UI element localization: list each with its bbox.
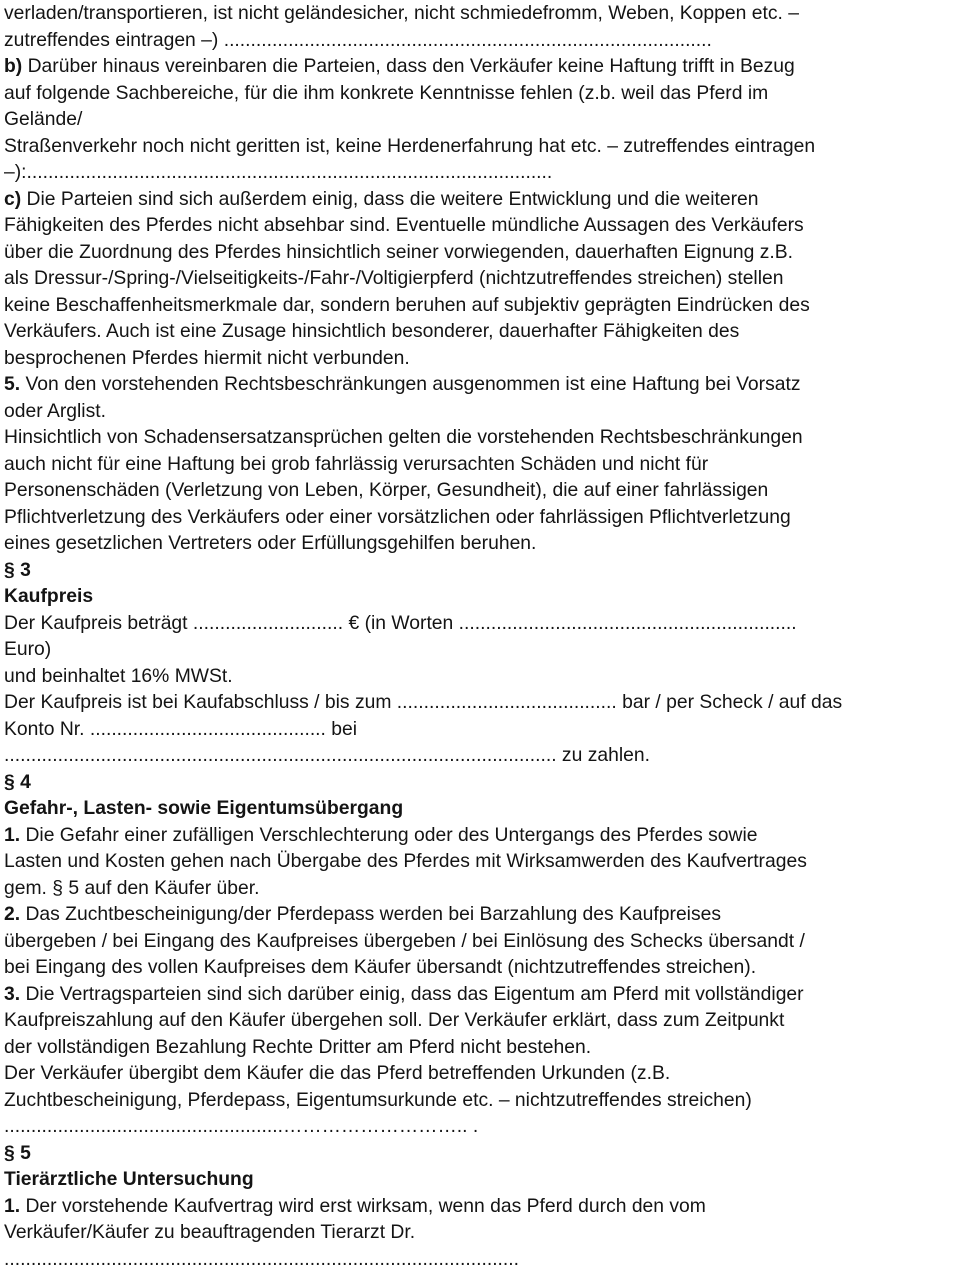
text-line [4,928,956,955]
line-text: Verkäufers. Auch ist eine Zusage hinsichtlich besonderer, dauerhafter Fähigkeiten des [4,320,739,342]
bold-label: 5. [4,373,20,395]
text-line [4,106,956,133]
text-line [4,875,956,902]
text-line [4,1166,956,1193]
document-page [4,0,960,1272]
text-line [4,477,956,504]
text-line [4,292,956,319]
text-line [4,530,956,557]
line-text: Das Zuchtbescheinigung/der Pferdepass werden bei Barzahlung des Kaufpreises [20,903,721,925]
text-line [4,0,956,27]
line-text: verladen/transportieren, ist nicht geländesicher, nicht schmiedefromm, Weben, Koppen etc. – [4,2,799,24]
text-line [4,848,956,875]
line-text: Die Vertragsparteien sind sich darüber einig, dass das Eigentum am Pferd mit vollständiger [20,983,804,1005]
line-text: Gelände/ [4,108,82,130]
text-line [4,239,956,266]
text-line [4,557,956,584]
text-line [4,1246,956,1272]
text-line [4,27,956,54]
line-text: Zuchtbescheinigung, Pferdepass, Eigentumsurkunde etc. – nichtzutreffendes streichen) [4,1089,752,1111]
text-line [4,901,956,928]
line-text: ................................................................................................ [4,1248,519,1270]
bold-label: Tierärztliche Untersuchung [4,1168,254,1190]
text-line [4,451,956,478]
line-text: Konto Nr. ............................................ bei [4,718,357,740]
line-text: der vollständigen Bezahlung Rechte Dritter am Pferd nicht bestehen. [4,1036,591,1058]
text-line [4,1140,956,1167]
line-text: gem. § 5 auf den Käufer über. [4,877,260,899]
text-line [4,1087,956,1114]
line-text: Straßenverkehr noch nicht geritten ist, keine Herdenerfahrung hat etc. – zutreffendes eintragen [4,135,815,157]
text-line [4,318,956,345]
bold-label: 2. [4,903,20,925]
bold-label: c) [4,188,21,210]
line-text: keine Beschaffenheitsmerkmale dar, sondern beruhen auf subjektiv geprägten Eindrücken des [4,294,810,316]
text-line [4,398,956,425]
text-line [4,636,956,663]
line-text: ....................................................................................................... zu zahlen. [4,744,650,766]
text-line [4,663,956,690]
text-line [4,53,956,80]
line-text: Hinsichtlich von Schadensersatzansprüchen gelten die vorstehenden Rechtsbeschränkungen [4,426,803,448]
line-text: eines gesetzlichen Vertreters oder Erfüllungsgehilfen beruhen. [4,532,536,554]
text-line [4,1219,956,1246]
line-text: als Dressur-/Spring-/Vielseitigkeits-/Fahr-/Voltigierpferd (nichtzutreffendes streichen) stellen [4,267,784,289]
text-line [4,1193,956,1220]
text-line [4,981,956,1008]
text-line [4,795,956,822]
line-text: übergeben / bei Eingang des Kaufpreises übergeben / bei Einlösung des Schecks übersandt / [4,930,805,952]
line-text: oder Arglist. [4,400,106,422]
line-text: Fähigkeiten des Pferdes nicht absehbar sind. Eventuelle mündliche Aussagen des Verkäufers [4,214,804,236]
text-line [4,1060,956,1087]
line-text: Der Kaufpreis ist bei Kaufabschluss / bis zum ......................................... bar / per Scheck / auf das [4,691,842,713]
text-line [4,159,956,186]
line-text: Pflichtverletzung des Verkäufers oder einer vorsätzlichen oder fahrlässigen Pflichtverletzung [4,506,791,528]
text-line [4,1007,956,1034]
line-text: Kaufpreiszahlung auf den Käufer übergehen soll. Der Verkäufer erklärt, dass zum Zeitpunkt [4,1009,784,1031]
line-text: Der vorstehende Kaufvertrag wird erst wirksam, wenn das Pferd durch den vom [20,1195,706,1217]
text-line [4,186,956,213]
text-line [4,504,956,531]
line-text: Lasten und Kosten gehen nach Übergabe des Pferdes mit Wirksamwerden des Kaufvertrages [4,850,807,872]
line-text: Darüber hinaus vereinbaren die Parteien, dass den Verkäufer keine Haftung trifft in Bezug [22,55,794,77]
line-text: Die Gefahr einer zufälligen Verschlechterung oder des Untergangs des Pferdes sowie [20,824,757,846]
line-text: Von den vorstehenden Rechtsbeschränkungen ausgenommen ist eine Haftung bei Vorsatz [20,373,800,395]
bold-label: 3. [4,983,20,1005]
line-text: zutreffendes eintragen –) ........................................................................................... [4,29,712,51]
text-line [4,689,956,716]
line-text: auch nicht für eine Haftung bei grob fahrlässig verursachten Schäden und nicht für [4,453,708,475]
line-text: Personenschäden (Verletzung von Leben, Körper, Gesundheit), die auf einer fahrlässigen [4,479,768,501]
text-line [4,769,956,796]
bold-label: Gefahr-, Lasten- sowie Eigentumsübergang [4,797,403,819]
text-line [4,424,956,451]
text-line [4,583,956,610]
text-line [4,822,956,849]
line-text: auf folgende Sachbereiche, für die ihm konkrete Kenntnisse fehlen (z.b. weil das Pferd im [4,82,768,104]
bold-label: 1. [4,824,20,846]
bold-label: § 4 [4,771,31,793]
text-line [4,1034,956,1061]
text-line [4,742,956,769]
line-text: Verkäufer/Käufer zu beauftragenden Tierarzt Dr. [4,1221,415,1243]
text-line [4,1113,956,1140]
text-line [4,345,956,372]
line-text: Euro) [4,638,51,660]
line-text: besprochenen Pferdes hiermit nicht verbunden. [4,347,410,369]
text-line [4,80,956,107]
bold-label: § 5 [4,1142,31,1164]
bold-label: Kaufpreis [4,585,93,607]
bold-label: 1. [4,1195,20,1217]
line-text: bei Eingang des vollen Kaufpreises dem Käufer übersandt (nichtzutreffendes streichen). [4,956,756,978]
line-text: über die Zuordnung des Pferdes hinsichtlich seiner vorwiegenden, dauerhaften Eignung z.B. [4,241,793,263]
line-text: Der Verkäufer übergibt dem Käufer die das Pferd betreffenden Urkunden (z.B. [4,1062,670,1084]
line-text: –):.................................................................................................. [4,161,552,183]
line-text: ....................................................……………………….. . [4,1115,478,1137]
text-line [4,133,956,160]
line-text: Der Kaufpreis beträgt ............................ € (in Worten ............................................................... [4,612,797,634]
line-text: und beinhaltet 16% MWSt. [4,665,233,687]
bold-label: b) [4,55,22,77]
text-line [4,371,956,398]
text-line [4,212,956,239]
text-line [4,610,956,637]
bold-label: § 3 [4,559,31,581]
text-line [4,716,956,743]
text-line [4,265,956,292]
text-line [4,954,956,981]
line-text: Die Parteien sind sich außerdem einig, dass die weitere Entwicklung und die weiteren [21,188,758,210]
